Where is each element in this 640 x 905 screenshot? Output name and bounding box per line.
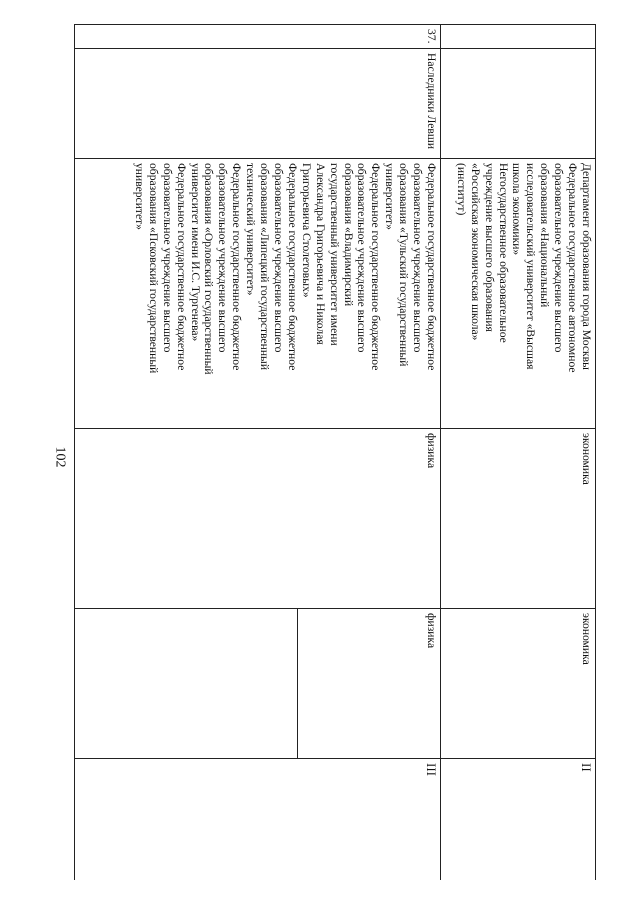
organizer-line: образования «Псковский государственный	[146, 163, 160, 374]
row-number	[441, 25, 596, 49]
organizer-line: Федеральное государственное бюджетное	[230, 163, 244, 371]
organizer-line: образовательное учреждение высшего	[160, 163, 174, 353]
organizer-line: Федеральное государственное бюджетное	[425, 163, 438, 371]
rotated-table	[67, 24, 596, 880]
organizer-line: Федеральное государственное бюджетное	[285, 163, 299, 371]
organizer-line: Негосударственное образовательное	[496, 163, 510, 343]
organizer-line: школа экономики»	[510, 163, 524, 256]
organizer-line: технический университет»	[244, 163, 258, 296]
profile-cell: физика	[298, 609, 441, 759]
organizer-line: Федеральное государственное автономное	[566, 163, 580, 373]
organizer-line: образования «Владимирский	[341, 163, 355, 307]
organizer-line: образования «Липецкий государственный	[258, 163, 272, 371]
table-row	[441, 25, 596, 881]
olympiad-name	[441, 49, 596, 159]
organizer-line: университет»	[383, 163, 397, 230]
organizer-line: образовательное учреждение высшего	[216, 163, 230, 353]
organizer-line: государственный университет имени	[327, 163, 341, 346]
row-number: 37.	[75, 25, 441, 49]
organizer-line: образовательное учреждение высшего	[355, 163, 369, 353]
olympiad-table	[74, 24, 596, 880]
organizer-line: Федеральное государственное бюджетное	[369, 163, 383, 371]
olympiad-table-frame	[67, 24, 596, 880]
level-cell: III	[75, 759, 441, 881]
organizer-line: образования «Тульский государственный	[397, 163, 411, 367]
subject-cell: физика	[75, 429, 441, 609]
organizer-line: Григорьевича Столетовых»	[299, 163, 313, 298]
profile-cell-empty	[75, 609, 298, 759]
organizers-cell	[75, 159, 441, 429]
organizer-line: Федеральное государственное бюджетное	[174, 163, 188, 371]
organizer-line: «Российская экономическая школа»	[468, 163, 482, 341]
table-row	[298, 25, 441, 881]
organizer-line: учреждение высшего образования	[482, 163, 496, 332]
level-cell: II	[441, 759, 596, 881]
olympiad-name: Наследники Левши	[75, 49, 441, 159]
organizers-cell	[441, 159, 596, 429]
organizer-line: образовательное учреждение высшего	[272, 163, 286, 353]
organizer-line: университет»	[132, 163, 146, 230]
organizer-line: Департамент образования города Москвы	[580, 163, 593, 370]
subject-cell: экономика	[441, 429, 596, 609]
organizer-line: образовательное учреждение высшего	[411, 163, 425, 353]
page-number: 102	[52, 446, 67, 468]
organizer-line: университет имени И.С. Тургенева»	[188, 163, 202, 342]
organizer-line: исследовательский университет «Высшая	[524, 163, 538, 370]
profile-cell: экономика	[441, 609, 596, 759]
organizer-line: образования «Орловский государственный	[202, 163, 216, 375]
organizer-line: Александра Григорьевича и Николая	[313, 163, 327, 345]
organizer-line: (институт)	[454, 163, 468, 216]
organizer-line: образования «Национальный	[538, 163, 552, 308]
organizer-line: образовательное учреждение высшего	[552, 163, 566, 353]
